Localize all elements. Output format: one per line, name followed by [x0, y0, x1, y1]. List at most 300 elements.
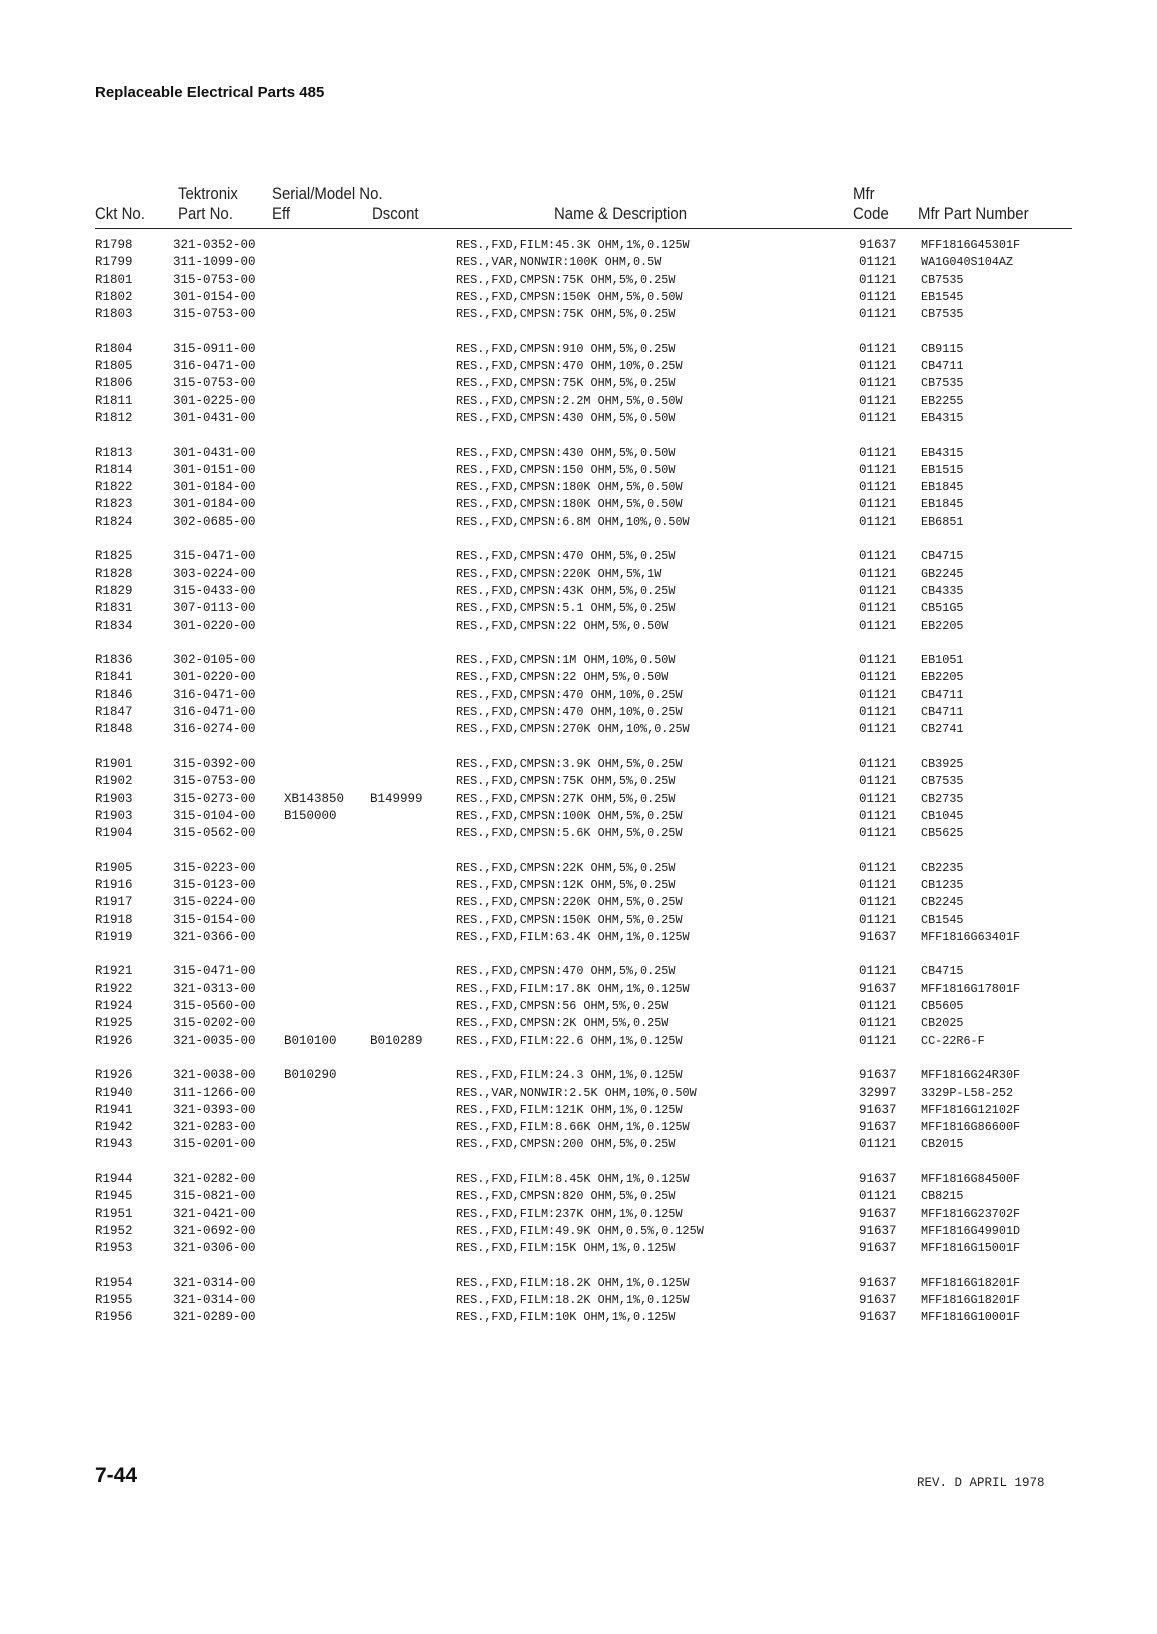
mfr-part-number: MFF1816G15001F	[921, 1241, 1021, 1256]
ckt-no: R1799	[95, 255, 133, 270]
mfr-part-number: EB2255	[921, 393, 964, 408]
mfr-code: 01121	[859, 601, 897, 616]
col-code: Code	[853, 204, 889, 223]
ckt-no: R1828	[95, 566, 133, 581]
mfr-part-number: EB4315	[921, 445, 964, 460]
row-group	[0, 652, 1157, 738]
description: RES.,FXD,CMPSN:43K OHM,5%,0.25W	[456, 583, 676, 598]
ckt-no: R1924	[95, 999, 133, 1014]
mfr-code: 01121	[859, 583, 897, 598]
col-dscont: Dscont	[372, 204, 419, 223]
description: RES.,FXD,CMPSN:150K OHM,5%,0.25W	[456, 912, 683, 927]
part-no: 315-0392-00	[173, 756, 256, 771]
serial-eff: B150000	[284, 808, 337, 823]
part-no: 321-0393-00	[173, 1102, 256, 1117]
table-row	[0, 393, 1157, 410]
ckt-no: R1812	[95, 410, 133, 425]
part-no: 302-0105-00	[173, 653, 256, 668]
table-row	[0, 929, 1157, 946]
mfr-code: 01121	[859, 307, 897, 322]
description: RES.,FXD,CMPSN:75K OHM,5%,0.25W	[456, 774, 676, 789]
part-no: 315-0911-00	[173, 341, 256, 356]
part-no: 301-0151-00	[173, 462, 256, 477]
mfr-part-number: CB7535	[921, 376, 964, 391]
part-no: 321-0283-00	[173, 1120, 256, 1135]
mfr-part-number: CB7535	[921, 272, 964, 287]
mfr-part-number: EB6851	[921, 514, 964, 529]
ckt-no: R1829	[95, 583, 133, 598]
ckt-no: R1926	[95, 1068, 133, 1083]
mfr-code: 01121	[859, 445, 897, 460]
part-no: 307-0113-00	[173, 601, 256, 616]
description: RES.,FXD,CMPSN:220K OHM,5%,0.25W	[456, 895, 683, 910]
ckt-no: R1925	[95, 1016, 133, 1031]
mfr-code: 91637	[859, 1102, 897, 1117]
table-row	[0, 860, 1157, 877]
description: RES.,FXD,CMPSN:820 OHM,5%,0.25W	[456, 1189, 676, 1204]
mfr-code: 01121	[859, 272, 897, 287]
description: RES.,FXD,CMPSN:2.2M OHM,5%,0.50W	[456, 393, 683, 408]
table-row	[0, 1206, 1157, 1223]
table-row	[0, 1240, 1157, 1257]
mfr-part-number: CB4715	[921, 964, 964, 979]
table-row	[0, 669, 1157, 686]
ckt-no: R1822	[95, 480, 133, 495]
parts-table-body	[0, 237, 1157, 1344]
description: RES.,VAR,NONWIR:100K OHM,0.5W	[456, 255, 662, 270]
mfr-part-number: EB1051	[921, 653, 964, 668]
table-row	[0, 877, 1157, 894]
mfr-code: 01121	[859, 791, 897, 806]
ckt-no: R1801	[95, 272, 133, 287]
mfr-code: 91637	[859, 1068, 897, 1083]
serial-eff: B010290	[284, 1068, 337, 1083]
mfr-part-number: EB2205	[921, 618, 964, 633]
mfr-part-number: EB1515	[921, 462, 964, 477]
ckt-no: R1903	[95, 791, 133, 806]
mfr-part-number: CC-22R6-F	[921, 1033, 985, 1048]
mfr-code: 91637	[859, 929, 897, 944]
part-no: 321-0289-00	[173, 1310, 256, 1325]
part-no: 321-0306-00	[173, 1241, 256, 1256]
mfr-code: 01121	[859, 670, 897, 685]
ckt-no: R1903	[95, 808, 133, 823]
part-no: 315-0471-00	[173, 964, 256, 979]
mfr-code: 91637	[859, 238, 897, 252]
part-no: 303-0224-00	[173, 566, 256, 581]
table-row	[0, 687, 1157, 704]
ckt-no: R1846	[95, 687, 133, 702]
mfr-code: 91637	[859, 1223, 897, 1238]
table-row	[0, 1015, 1157, 1032]
part-no: 315-0471-00	[173, 549, 256, 564]
description: RES.,FXD,FILM:8.66K OHM,1%,0.125W	[456, 1120, 690, 1135]
mfr-part-number: CB5605	[921, 999, 964, 1014]
mfr-part-number: MFF1816G12102F	[921, 1102, 1021, 1117]
ckt-no: R1954	[95, 1275, 133, 1290]
description: RES.,FXD,CMPSN:75K OHM,5%,0.25W	[456, 272, 676, 287]
part-no: 315-0433-00	[173, 583, 256, 598]
description: RES.,FXD,FILM:18.2K OHM,1%,0.125W	[456, 1293, 690, 1308]
mfr-code: 01121	[859, 289, 897, 304]
part-no: 315-0753-00	[173, 272, 256, 287]
part-no: 311-1099-00	[173, 255, 256, 270]
table-row	[0, 358, 1157, 375]
table-row	[0, 1188, 1157, 1205]
ckt-no: R1955	[95, 1293, 133, 1308]
ckt-no: R1956	[95, 1310, 133, 1325]
description: RES.,FXD,CMPSN:470 OHM,5%,0.25W	[456, 549, 676, 564]
mfr-code: 01121	[859, 1137, 897, 1152]
description: RES.,FXD,CMPSN:6.8M OHM,10%,0.50W	[456, 514, 690, 529]
ckt-no: R1814	[95, 462, 133, 477]
part-no: 315-0562-00	[173, 826, 256, 841]
mfr-part-number: CB4715	[921, 549, 964, 564]
ckt-no: R1944	[95, 1172, 133, 1187]
mfr-part-number: EB1545	[921, 289, 964, 304]
mfr-code: 01121	[859, 774, 897, 789]
mfr-code: 01121	[859, 410, 897, 425]
ckt-no: R1905	[95, 860, 133, 875]
part-no: 301-0184-00	[173, 497, 256, 512]
table-row	[0, 237, 1157, 254]
description: RES.,FXD,FILM:49.9K OHM,0.5%,0.125W	[456, 1223, 704, 1238]
table-row	[0, 912, 1157, 929]
mfr-part-number: CB4711	[921, 687, 964, 702]
mfr-code: 91637	[859, 1120, 897, 1135]
mfr-code: 91637	[859, 1310, 897, 1325]
ckt-no: R1805	[95, 359, 133, 374]
ckt-no: R1919	[95, 929, 133, 944]
description: RES.,FXD,CMPSN:470 OHM,10%,0.25W	[456, 687, 683, 702]
description: RES.,FXD,FILM:10K OHM,1%,0.125W	[456, 1310, 676, 1325]
ckt-no: R1806	[95, 376, 133, 391]
ckt-no: R1847	[95, 705, 133, 720]
ckt-no: R1917	[95, 895, 133, 910]
mfr-part-number: WA1G040S104AZ	[921, 255, 1014, 270]
description: RES.,FXD,FILM:18.2K OHM,1%,0.125W	[456, 1275, 690, 1290]
row-group	[0, 1275, 1157, 1327]
mfr-code: 91637	[859, 1293, 897, 1308]
description: RES.,FXD,CMPSN:56 OHM,5%,0.25W	[456, 999, 669, 1014]
row-group	[0, 445, 1157, 531]
mfr-code: 01121	[859, 808, 897, 823]
table-row	[0, 808, 1157, 825]
part-no: 301-0220-00	[173, 618, 256, 633]
ckt-no: R1834	[95, 618, 133, 633]
description: RES.,FXD,FILM:8.45K OHM,1%,0.125W	[456, 1172, 690, 1187]
mfr-code: 01121	[859, 722, 897, 737]
table-row	[0, 704, 1157, 721]
serial-dscont: B010289	[370, 1033, 423, 1048]
mfr-code: 91637	[859, 1206, 897, 1221]
description: RES.,FXD,CMPSN:150K OHM,5%,0.50W	[456, 289, 683, 304]
mfr-code: 01121	[859, 255, 897, 270]
table-row	[0, 1102, 1157, 1119]
description: RES.,FXD,CMPSN:3.9K OHM,5%,0.25W	[456, 756, 683, 771]
ckt-no: R1916	[95, 877, 133, 892]
table-row	[0, 963, 1157, 980]
mfr-code: 01121	[859, 514, 897, 529]
part-no: 315-0223-00	[173, 860, 256, 875]
mfr-code: 01121	[859, 687, 897, 702]
mfr-part-number: CB4711	[921, 705, 964, 720]
ckt-no: R1836	[95, 653, 133, 668]
mfr-code: 01121	[859, 1016, 897, 1031]
table-row	[0, 254, 1157, 271]
ckt-no: R1825	[95, 549, 133, 564]
mfr-code: 01121	[859, 462, 897, 477]
part-no: 301-0220-00	[173, 670, 256, 685]
ckt-no: R1848	[95, 722, 133, 737]
mfr-code: 01121	[859, 359, 897, 374]
table-row	[0, 1309, 1157, 1326]
table-row	[0, 445, 1157, 462]
description: RES.,FXD,CMPSN:12K OHM,5%,0.25W	[456, 877, 676, 892]
table-row	[0, 272, 1157, 289]
ckt-no: R1904	[95, 826, 133, 841]
mfr-code: 01121	[859, 497, 897, 512]
description: RES.,FXD,CMPSN:75K OHM,5%,0.25W	[456, 376, 676, 391]
table-row	[0, 756, 1157, 773]
ckt-no: R1952	[95, 1223, 133, 1238]
mfr-part-number: CB2015	[921, 1137, 964, 1152]
table-row	[0, 1275, 1157, 1292]
table-row	[0, 514, 1157, 531]
part-no: 315-0123-00	[173, 877, 256, 892]
header-rule	[95, 228, 1072, 229]
table-row	[0, 773, 1157, 790]
mfr-part-number: MFF1816G63401F	[921, 929, 1021, 944]
mfr-code: 01121	[859, 999, 897, 1014]
row-group	[0, 963, 1157, 1049]
mfr-part-number: CB8215	[921, 1189, 964, 1204]
mfr-code: 01121	[859, 480, 897, 495]
mfr-part-number: MFF1816G45301F	[921, 238, 1021, 252]
table-row	[0, 548, 1157, 565]
mfr-code: 01121	[859, 653, 897, 668]
part-no: 301-0431-00	[173, 410, 256, 425]
description: RES.,FXD,FILM:17.8K OHM,1%,0.125W	[456, 981, 690, 996]
part-no: 321-0035-00	[173, 1033, 256, 1048]
ckt-no: R1941	[95, 1102, 133, 1117]
description: RES.,FXD,CMPSN:27K OHM,5%,0.25W	[456, 791, 676, 806]
part-no: 321-0692-00	[173, 1223, 256, 1238]
ckt-no: R1926	[95, 1033, 133, 1048]
part-no: 315-0821-00	[173, 1189, 256, 1204]
row-group	[0, 1067, 1157, 1153]
ckt-no: R1823	[95, 497, 133, 512]
description: RES.,FXD,CMPSN:180K OHM,5%,0.50W	[456, 480, 683, 495]
table-row	[0, 566, 1157, 583]
part-no: 315-0560-00	[173, 999, 256, 1014]
description: RES.,FXD,FILM:45.3K OHM,1%,0.125W	[456, 238, 690, 252]
description: RES.,FXD,CMPSN:1M OHM,10%,0.50W	[456, 653, 676, 668]
part-no: 315-0202-00	[173, 1016, 256, 1031]
mfr-code: 91637	[859, 1275, 897, 1290]
table-row	[0, 721, 1157, 738]
ckt-no: R1901	[95, 756, 133, 771]
description: RES.,FXD,CMPSN:22 OHM,5%,0.50W	[456, 670, 669, 685]
ckt-no: R1831	[95, 601, 133, 616]
table-row	[0, 583, 1157, 600]
mfr-code: 01121	[859, 376, 897, 391]
mfr-part-number: CB2235	[921, 860, 964, 875]
mfr-part-number: MFF1816G10001F	[921, 1310, 1021, 1325]
mfr-code: 01121	[859, 877, 897, 892]
col-part-no: Part No.	[178, 204, 233, 223]
mfr-part-number: GB2245	[921, 566, 964, 581]
description: RES.,FXD,CMPSN:2K OHM,5%,0.25W	[456, 1016, 669, 1031]
mfr-part-number: EB1845	[921, 480, 964, 495]
mfr-code: 01121	[859, 756, 897, 771]
description: RES.,VAR,NONWIR:2.5K OHM,10%,0.50W	[456, 1085, 697, 1100]
part-no: 316-0471-00	[173, 705, 256, 720]
description: RES.,FXD,CMPSN:470 OHM,5%,0.25W	[456, 964, 676, 979]
part-no: 315-0154-00	[173, 912, 256, 927]
table-row	[0, 1033, 1157, 1050]
mfr-part-number: MFF1816G49901D	[921, 1223, 1021, 1238]
description: RES.,FXD,CMPSN:22K OHM,5%,0.25W	[456, 860, 676, 875]
row-group	[0, 237, 1157, 323]
table-row	[0, 652, 1157, 669]
mfr-code: 01121	[859, 895, 897, 910]
mfr-part-number: EB2205	[921, 670, 964, 685]
mfr-code: 01121	[859, 1033, 897, 1048]
ckt-no: R1918	[95, 912, 133, 927]
description: RES.,FXD,CMPSN:470 OHM,10%,0.25W	[456, 359, 683, 374]
mfr-code: 32997	[859, 1085, 897, 1100]
description: RES.,FXD,CMPSN:430 OHM,5%,0.50W	[456, 445, 676, 460]
part-no: 321-0421-00	[173, 1206, 256, 1221]
description: RES.,FXD,CMPSN:100K OHM,5%,0.25W	[456, 808, 683, 823]
ckt-no: R1945	[95, 1189, 133, 1204]
table-row	[0, 894, 1157, 911]
table-row	[0, 479, 1157, 496]
ckt-no: R1813	[95, 445, 133, 460]
mfr-part-number: CB1545	[921, 912, 964, 927]
part-no: 316-0471-00	[173, 687, 256, 702]
part-no: 301-0225-00	[173, 393, 256, 408]
mfr-part-number: MFF1816G18201F	[921, 1275, 1021, 1290]
mfr-code: 01121	[859, 566, 897, 581]
row-group	[0, 1171, 1157, 1257]
mfr-part-number: CB4711	[921, 359, 964, 374]
col-mfr: Mfr	[853, 184, 875, 203]
table-row	[0, 600, 1157, 617]
mfr-part-number: MFF1816G86600F	[921, 1120, 1021, 1135]
description: RES.,FXD,CMPSN:270K OHM,10%,0.25W	[456, 722, 690, 737]
part-no: 311-1266-00	[173, 1085, 256, 1100]
description: RES.,FXD,CMPSN:180K OHM,5%,0.50W	[456, 497, 683, 512]
description: RES.,FXD,CMPSN:430 OHM,5%,0.50W	[456, 410, 676, 425]
ckt-no: R1841	[95, 670, 133, 685]
col-eff: Eff	[272, 204, 291, 223]
table-row	[0, 410, 1157, 427]
ckt-no: R1942	[95, 1120, 133, 1135]
table-row	[0, 462, 1157, 479]
col-ckt-no: Ckt No.	[95, 204, 145, 223]
part-no: 301-0184-00	[173, 480, 256, 495]
table-row	[0, 791, 1157, 808]
description: RES.,FXD,CMPSN:5.1 OHM,5%,0.25W	[456, 601, 676, 616]
part-no: 321-0366-00	[173, 929, 256, 944]
ckt-no: R1943	[95, 1137, 133, 1152]
ckt-no: R1951	[95, 1206, 133, 1221]
mfr-code: 01121	[859, 826, 897, 841]
mfr-part-number: CB3925	[921, 756, 964, 771]
ckt-no: R1803	[95, 307, 133, 322]
mfr-code: 91637	[859, 981, 897, 996]
ckt-no: R1953	[95, 1241, 133, 1256]
part-no: 316-0471-00	[173, 359, 256, 374]
mfr-part-number: MFF1816G84500F	[921, 1172, 1021, 1187]
col-name-description: Name & Description	[554, 204, 688, 223]
mfr-code: 01121	[859, 618, 897, 633]
table-row	[0, 998, 1157, 1015]
mfr-code: 01121	[859, 964, 897, 979]
mfr-code: 91637	[859, 1172, 897, 1187]
mfr-part-number: CB7535	[921, 307, 964, 322]
mfr-part-number: CB4335	[921, 583, 964, 598]
serial-eff: B010100	[284, 1033, 337, 1048]
row-group	[0, 341, 1157, 427]
mfr-part-number: 3329P-L58-252	[921, 1085, 1014, 1100]
part-no: 321-0352-00	[173, 238, 256, 252]
description: RES.,FXD,CMPSN:5.6K OHM,5%,0.25W	[456, 826, 683, 841]
ckt-no: R1922	[95, 981, 133, 996]
part-no: 321-0314-00	[173, 1293, 256, 1308]
mfr-part-number: CB9115	[921, 341, 964, 356]
row-group	[0, 860, 1157, 946]
table-row	[0, 496, 1157, 513]
revision-note: REV. D APRIL 1978	[917, 1476, 1045, 1490]
part-no: 315-0753-00	[173, 307, 256, 322]
table-row	[0, 289, 1157, 306]
mfr-part-number: CB2735	[921, 791, 964, 806]
mfr-part-number: EB1845	[921, 497, 964, 512]
description: RES.,FXD,CMPSN:910 OHM,5%,0.25W	[456, 341, 676, 356]
part-no: 315-0753-00	[173, 774, 256, 789]
mfr-code: 01121	[859, 705, 897, 720]
mfr-part-number: CB1235	[921, 877, 964, 892]
description: RES.,FXD,FILM:237K OHM,1%,0.125W	[456, 1206, 683, 1221]
page-number: 7-44	[95, 1464, 138, 1487]
ckt-no: R1811	[95, 393, 133, 408]
part-no: 321-0314-00	[173, 1275, 256, 1290]
description: RES.,FXD,CMPSN:470 OHM,10%,0.25W	[456, 705, 683, 720]
serial-dscont: B149999	[370, 791, 423, 806]
part-no: 321-0038-00	[173, 1068, 256, 1083]
part-no: 301-0431-00	[173, 445, 256, 460]
description: RES.,FXD,FILM:24.3 OHM,1%,0.125W	[456, 1068, 683, 1083]
part-no: 315-0224-00	[173, 895, 256, 910]
mfr-part-number: CB7535	[921, 774, 964, 789]
page-title: Replaceable Electrical Parts 485	[95, 84, 325, 101]
description: RES.,FXD,FILM:22.6 OHM,1%,0.125W	[456, 1033, 683, 1048]
description: RES.,FXD,CMPSN:150 OHM,5%,0.50W	[456, 462, 676, 477]
mfr-part-number: CB5625	[921, 826, 964, 841]
description: RES.,FXD,FILM:15K OHM,1%,0.125W	[456, 1241, 676, 1256]
description: RES.,FXD,CMPSN:200 OHM,5%,0.25W	[456, 1137, 676, 1152]
table-row	[0, 618, 1157, 635]
col-serial-model: Serial/Model No.	[272, 184, 383, 203]
col-tektronix: Tektronix	[178, 184, 238, 203]
table-row	[0, 306, 1157, 323]
row-group	[0, 548, 1157, 634]
ckt-no: R1802	[95, 289, 133, 304]
part-no: 315-0201-00	[173, 1137, 256, 1152]
